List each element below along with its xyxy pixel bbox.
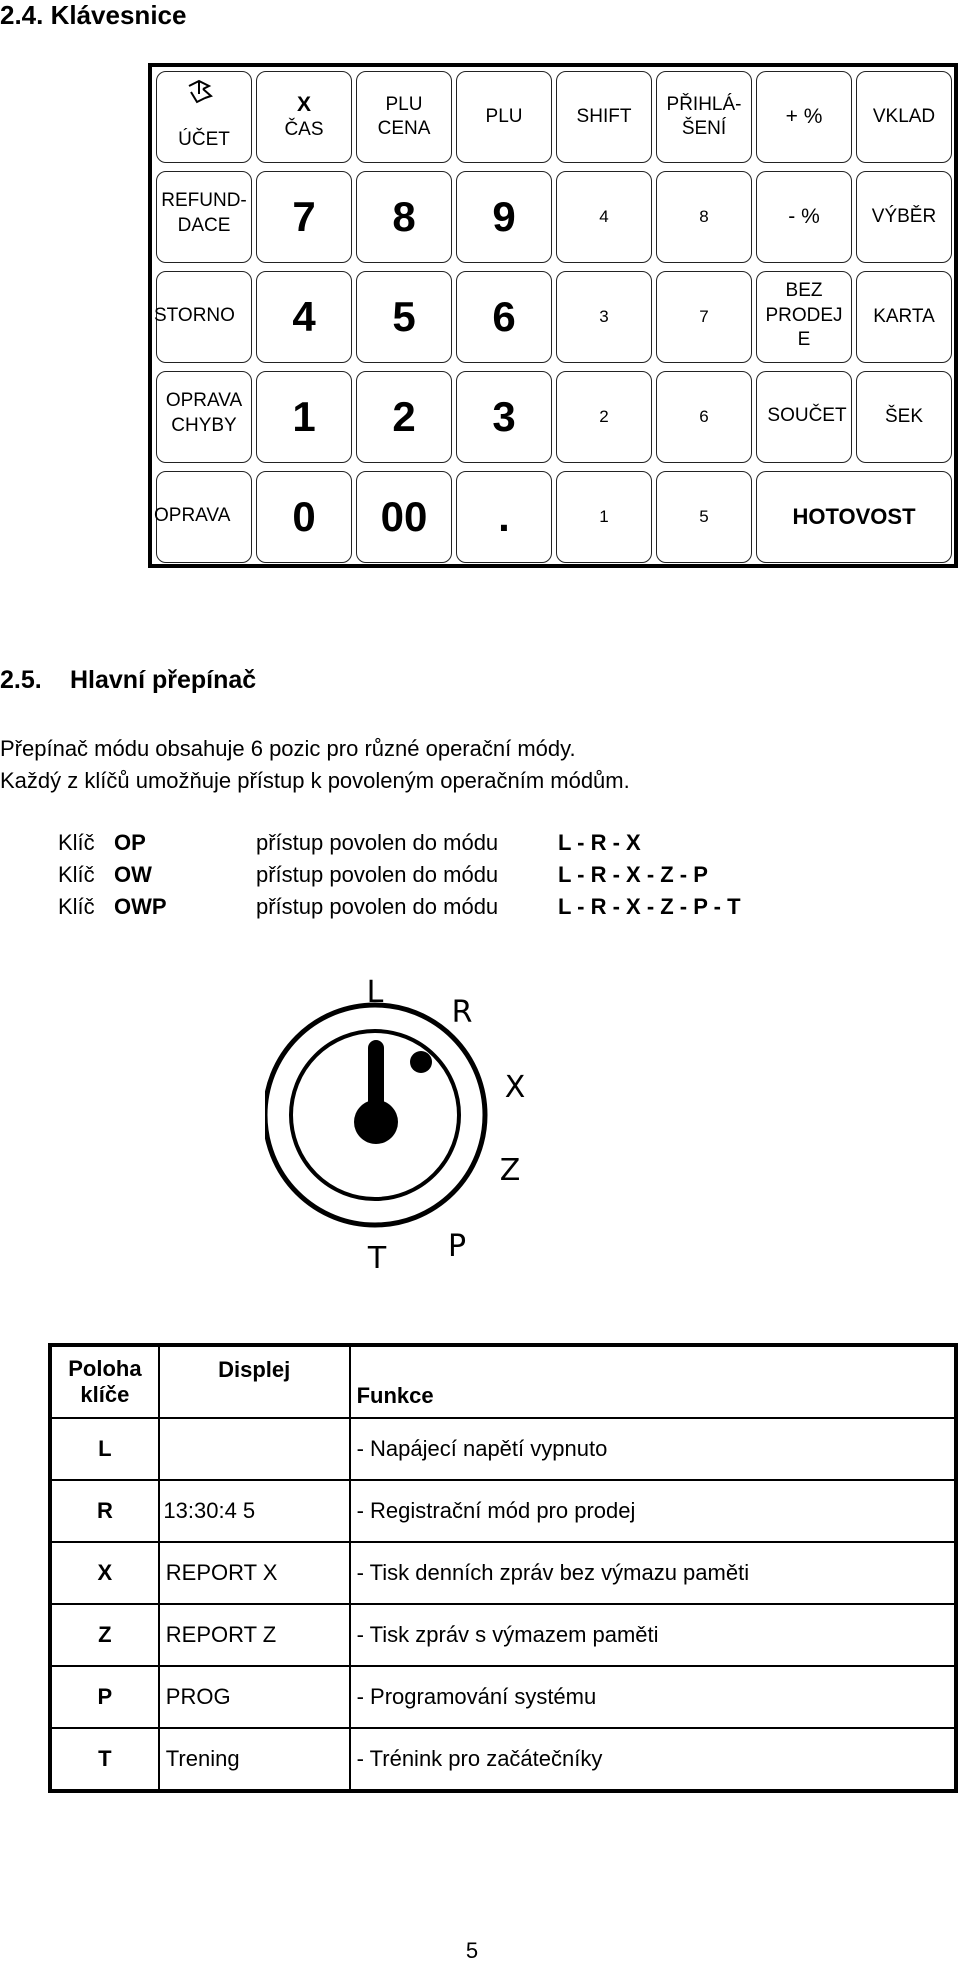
cell-function: - Tisk denních zpráv bez výmazu paměti: [350, 1542, 956, 1604]
position-P: P: [447, 1229, 467, 1264]
key-ucet: [156, 71, 252, 163]
key-1: 1: [256, 371, 352, 463]
key-plu-4: 4: [556, 171, 652, 263]
position-R: R: [451, 995, 473, 1030]
key-vyber: VÝBĚR: [856, 171, 952, 263]
paragraph-2: Každý z klíčů umožňuje přístup k povoleným operačním módům.: [0, 768, 630, 793]
key-position-table: [48, 1343, 958, 1793]
table-row: [50, 1418, 956, 1480]
paragraph-1: Přepínač módu obsahuje 6 pozic pro různé operační módy.: [0, 736, 576, 761]
cell-function: - Tisk zpráv s výmazem paměti: [350, 1604, 956, 1666]
cell-function: - Napájecí napětí vypnuto: [350, 1418, 956, 1480]
key-vklad: VKLAD: [856, 71, 952, 163]
cell-position: X: [50, 1542, 159, 1604]
header-position: Poloha klíče: [50, 1345, 159, 1418]
cell-function: - Programování systému: [350, 1666, 956, 1728]
key-storno-label: STORNO: [154, 305, 235, 326]
key-7: 7: [256, 171, 352, 263]
key-4: 4: [256, 271, 352, 363]
key-8: 8: [356, 171, 452, 263]
key-plu: PLU: [456, 71, 552, 163]
table-header-row: [50, 1345, 956, 1418]
cell-position: L: [50, 1418, 159, 1480]
cell-display: PROG: [159, 1666, 350, 1728]
key-oprava-chyby-label: OPRAVA CHYBY: [165, 390, 243, 436]
position-X: X: [504, 1070, 526, 1105]
key-sek: ŠEK: [856, 371, 952, 463]
key-6: 6: [456, 271, 552, 363]
position-T: T: [367, 1241, 387, 1276]
cell-position: T: [50, 1728, 159, 1791]
receipt-icon: [183, 78, 217, 115]
key-x-cas: X ČAS: [256, 71, 352, 163]
key-00: 00: [356, 471, 452, 563]
key-oprava-label: OPRAVA: [154, 505, 231, 526]
page-number: 5: [465, 1938, 479, 1963]
key-karta: KARTA: [856, 271, 952, 363]
cell-display: REPORT Z: [159, 1604, 350, 1666]
cell-display: Trening: [159, 1728, 350, 1791]
section-title-switch: 2.5. Hlavní přepínač: [0, 666, 257, 694]
cell-display: 13:30:4 5: [159, 1480, 350, 1542]
key-ucet-label: ÚČET: [178, 129, 230, 151]
position-dot: [410, 1051, 432, 1073]
cell-function: - Trénink pro začátečníky: [350, 1728, 956, 1791]
header-display: Displej: [159, 1345, 350, 1418]
cell-position: Z: [50, 1604, 159, 1666]
key-dot: .: [456, 471, 552, 563]
key-minus-percent: - %: [756, 171, 852, 263]
key-5: 5: [356, 271, 452, 363]
key-soucet-label: SOUČET: [767, 405, 847, 426]
key-hotovost: HOTOVOST: [756, 471, 952, 563]
cell-position: R: [50, 1480, 159, 1542]
key-plu-8: 8: [656, 171, 752, 263]
position-Z: Z: [499, 1153, 521, 1188]
key-plu-2: 2: [556, 371, 652, 463]
mode-switch-diagram: [265, 970, 585, 1290]
table-row: [50, 1604, 956, 1666]
table-row: [50, 1728, 956, 1791]
key-2: 2: [356, 371, 452, 463]
key-plu-7: 7: [656, 271, 752, 363]
cell-function: - Registrační mód pro prodej: [350, 1480, 956, 1542]
table-row: [50, 1480, 956, 1542]
section-title-keyboard: 2.4. Klávesnice: [0, 0, 187, 30]
key-3: 3: [456, 371, 552, 463]
key-9: 9: [456, 171, 552, 263]
key-bez-prodeje-label: BEZ PRODEJ E: [765, 280, 843, 351]
cell-display: REPORT X: [159, 1542, 350, 1604]
cell-position: P: [50, 1666, 159, 1728]
key-plu-1: 1: [556, 471, 652, 563]
key-refundace-label: REFUND- DACE: [161, 190, 247, 236]
key-plus-percent: + %: [756, 71, 852, 163]
key-plu-cena: PLU CENA: [356, 71, 452, 163]
keyboard-diagram: [148, 63, 958, 568]
header-function: Funkce: [350, 1345, 956, 1418]
key-plu-3: 3: [556, 271, 652, 363]
position-L: L: [366, 975, 384, 1010]
key-plu-6: 6: [656, 371, 752, 463]
table-row: [50, 1666, 956, 1728]
key-icon: [354, 1040, 398, 1144]
key-prihlaseni: PŘIHLÁ- ŠENÍ: [656, 71, 752, 163]
key-shift: SHIFT: [556, 71, 652, 163]
cell-display: [159, 1418, 350, 1480]
key-plu-5: 5: [656, 471, 752, 563]
table-row: [50, 1542, 956, 1604]
key-0: 0: [256, 471, 352, 563]
